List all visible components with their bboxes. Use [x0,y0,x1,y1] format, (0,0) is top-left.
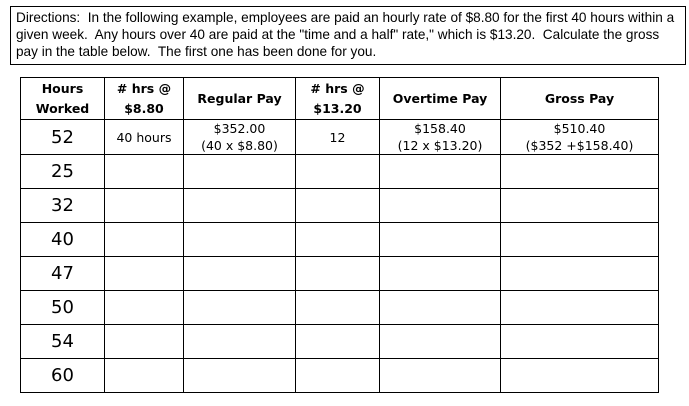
example-overtime-hours: 12 [296,120,380,155]
hours-cell: 47 [21,257,105,291]
overtime-pay-cell[interactable] [380,257,501,291]
gross-pay-cell[interactable] [501,359,659,393]
regular-hours-cell[interactable] [105,257,184,291]
table-row [21,359,659,393]
overtime-pay-cell[interactable] [380,189,501,223]
regular-hours-cell[interactable] [105,189,184,223]
regular-pay-cell[interactable] [184,257,296,291]
example-gross-pay: $510.40 ($352 +$158.40) [501,120,659,155]
regular-pay-cell[interactable] [184,325,296,359]
overtime-hours-cell[interactable] [296,291,380,325]
overtime-hours-cell[interactable] [296,189,380,223]
regular-pay-cell[interactable] [184,155,296,189]
hours-cell: 25 [21,155,105,189]
table-row [21,189,659,223]
header-hours-worked: Hours Worked [21,78,105,120]
header-row [21,78,659,120]
hours-cell: 40 [21,223,105,257]
hours-cell: 50 [21,291,105,325]
gross-pay-cell[interactable] [501,189,659,223]
header-regular-hours: # hrs @ $8.80 [105,78,184,120]
table-row [21,257,659,291]
overtime-pay-cell[interactable] [380,359,501,393]
regular-pay-cell[interactable] [184,359,296,393]
regular-hours-cell[interactable] [105,325,184,359]
hours-cell: 54 [21,325,105,359]
table-row [21,155,659,189]
header-gross-pay: Gross Pay [501,78,659,120]
header-regular-pay: Regular Pay [184,78,296,120]
header-overtime-pay: Overtime Pay [380,78,501,120]
gross-pay-cell[interactable] [501,325,659,359]
gross-pay-cell[interactable] [501,291,659,325]
overtime-pay-cell[interactable] [380,155,501,189]
table-row [21,223,659,257]
table-row [21,291,659,325]
overtime-hours-cell[interactable] [296,325,380,359]
hours-cell: 60 [21,359,105,393]
regular-hours-cell[interactable] [105,155,184,189]
overtime-hours-cell[interactable] [296,223,380,257]
header-overtime-hours: # hrs @ $13.20 [296,78,380,120]
regular-pay-cell[interactable] [184,223,296,257]
gross-pay-cell[interactable] [501,257,659,291]
directions-box [10,6,686,65]
overtime-hours-cell[interactable] [296,257,380,291]
regular-pay-cell[interactable] [184,291,296,325]
table-row [21,325,659,359]
overtime-pay-cell[interactable] [380,325,501,359]
hours-cell: 32 [21,189,105,223]
directions-text: Directions: In the following example, employees are paid an hourly rate of $8.80 for the first 40 hours within a given week. Any hours over 40 are paid at the "time and a half" rate," which is $13.20. Calculate the gross pay in the table below. The first one has been done for you. [16,10,678,59]
regular-pay-cell[interactable] [184,189,296,223]
regular-hours-cell[interactable] [105,223,184,257]
regular-hours-cell[interactable] [105,291,184,325]
example-hours: 52 [21,120,105,155]
overtime-hours-cell[interactable] [296,155,380,189]
example-regular-hours: 40 hours [105,120,184,155]
example-regular-pay: $352.00 (40 x $8.80) [184,120,296,155]
gross-pay-cell[interactable] [501,223,659,257]
overtime-pay-cell[interactable] [380,291,501,325]
gross-pay-cell[interactable] [501,155,659,189]
gross-pay-table [20,77,659,393]
example-overtime-pay: $158.40 (12 x $13.20) [380,120,501,155]
overtime-hours-cell[interactable] [296,359,380,393]
regular-hours-cell[interactable] [105,359,184,393]
overtime-pay-cell[interactable] [380,223,501,257]
example-row [21,120,659,155]
